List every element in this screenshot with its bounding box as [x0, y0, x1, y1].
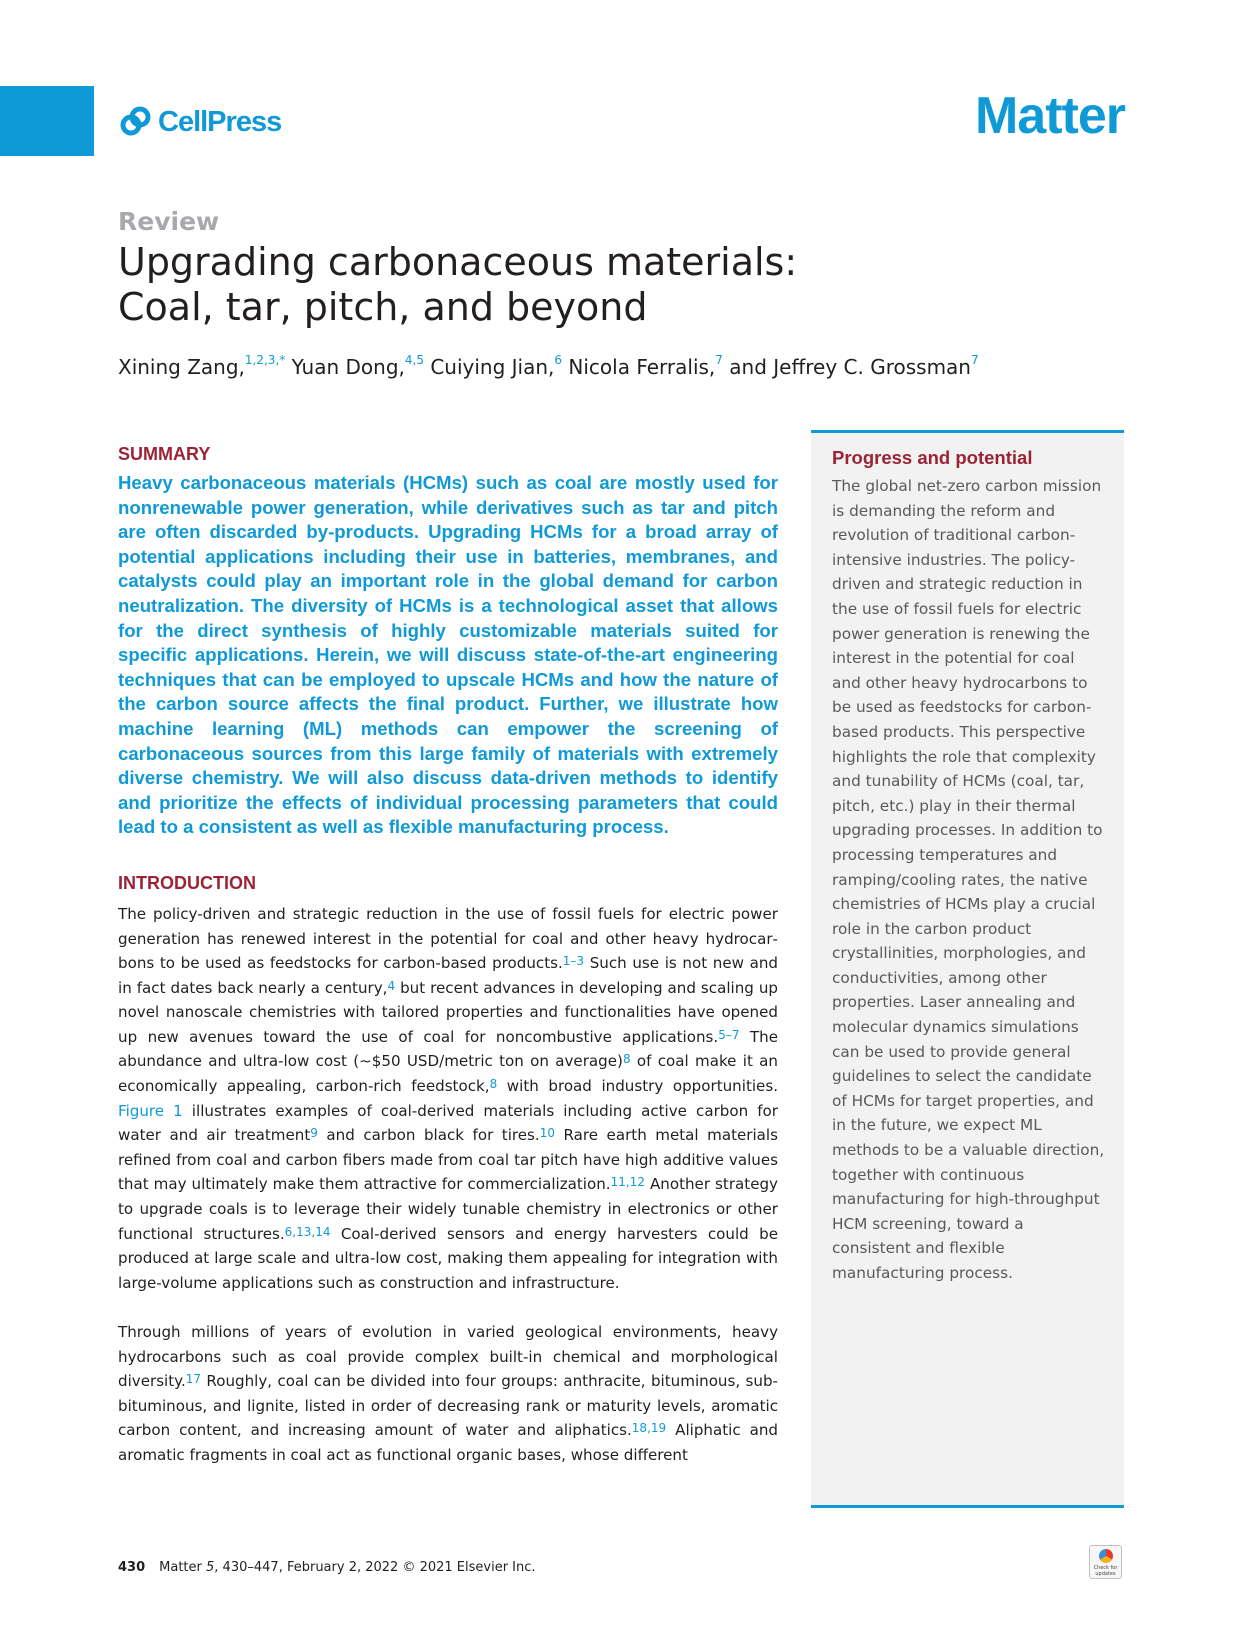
- citation-ref[interactable]: 8: [489, 1077, 498, 1092]
- body-text: Aliphatic and aromatic fragments in coal act as functional organic bases, whose different: [118, 1421, 778, 1464]
- check-updates-label: Check for updates: [1093, 1565, 1118, 1577]
- affiliation-ref[interactable]: 4,5: [404, 353, 424, 367]
- main-column: [118, 444, 778, 1468]
- citation-ref[interactable]: 6,13,14: [284, 1224, 331, 1239]
- journal-name: Matter: [974, 87, 1125, 145]
- citation-ref[interactable]: 4: [387, 978, 396, 993]
- citation-ref[interactable]: 9: [310, 1126, 318, 1141]
- citation-ref[interactable]: 8: [622, 1052, 631, 1067]
- author-name[interactable]: Xining Zang,: [118, 355, 245, 379]
- body-text: Coal-derived sensors and energy harvesters could be produced at large scale and ultra-low cost, making them appealing for integration with large-volume applications such as construction and infrastructure.: [118, 1224, 779, 1292]
- affiliation-ref[interactable]: 1,2,3,*: [244, 353, 286, 367]
- article-title: [118, 240, 938, 330]
- footer-volume: 5: [206, 1560, 215, 1575]
- body-text: Another strategy to upgrade coals is to leverage their widely tunable chemistry in electronics or other functional structures.: [118, 1175, 778, 1243]
- sidebar-text: The global net-zero carbon mission is demanding the reform and revolution of traditional carbon-intensive industries. The policy-driven and strategic reduction in the use of fossil fuels for electric power generation is renewing the interest in the potential for coal and other heavy hydrocarbons to be used as feedstocks for carbon-based products. This perspective highlights the role that complexity and tunability of HCMs (coal, tar, pitch, etc.) play in their thermal upgrading processes. In addition to processing temperatures and ramping/cooling rates, the native chemistries of HCMs play a crucial role in the carbon product crystallinities, morphologies, and conductivities, among other properties. Laser annealing and molecular dynamics simulations can be used to provide general guidelines to select the candidate of HCMs for target properties, and in the future, we expect ML methods to be a valuable direction, together with continuous manufacturing for high-throughput HCM screening, toward a consistent and flexible manufacturing process.: [832, 477, 1105, 1282]
- author-name[interactable]: and Jeffrey C. Grossman: [729, 355, 971, 379]
- author-list: [118, 355, 979, 379]
- check-updates-icon: [1099, 1549, 1113, 1563]
- body-text: The abundance and ultra-low cost (∼$50 USD/metric ton on average): [118, 1027, 778, 1071]
- affiliation-ref[interactable]: 7: [715, 353, 723, 367]
- citation-ref[interactable]: 5–7: [718, 1027, 740, 1042]
- title-line-1: Upgrading carbonaceous materials:: [118, 240, 798, 284]
- article-type: Review: [118, 207, 220, 236]
- cellpress-logo-icon: [118, 105, 152, 139]
- progress-sidebar: [811, 430, 1124, 1508]
- publisher-name: CellPress: [158, 105, 282, 138]
- body-text: Rare earth metal materials refined from coal and carbon fibers made from coal tar pitch have high additive values that may ultimately make them attractive for commercialization.: [118, 1126, 778, 1194]
- body-text: but recent advances in developing and scaling up novel nanoscale chemistries with tailored properties and functionalities have opened up new avenues toward the use of coal for noncombustive applications.: [118, 978, 778, 1046]
- page-number: 430: [118, 1560, 146, 1575]
- body-text: with broad industry opportunities.: [497, 1077, 779, 1096]
- body-text: Roughly, coal can be divided into four groups: anthracite, bituminous, sub-bituminous, and lignite, listed in order of decreasing rank or maturity levels, aromatic carbon content, and increasing amount of water and aliphatics.: [118, 1372, 778, 1440]
- footer-journal: Matter: [159, 1560, 202, 1575]
- summary-text: Heavy carbonaceous materials (HCMs) such as coal are mostly used for nonrenewable power generation, while derivatives such as tar and pitch are often discarded by-products. Upgrading HCMs for a broad array of potential applications including their use in batteries, membranes, and catalysts could play an important role in the global demand for carbon neutralization. The diversity of HCMs is a technological asset that allows for the direct synthesis of highly customizable materials suited for specific applications. Herein, we will discuss state-of-the-art engineering techniques that can be employed to upscale HCMs and how the nature of the carbon source affects the final product. Further, we illustrate how machine learning (ML) methods can empower the screening of carbonaceous sources from this large family of materials with extremely diverse chemistry. We will also discuss data-driven methods to identify and prioritize the effects of individual processing parameters that could lead to a consistent as well as flexible manufacturing process.: [118, 472, 778, 838]
- body-text: Through millions of years of evolution in varied geological environments, heavy hydrocarbons such as coal provide complex built-in chemical and morphological diversity.: [118, 1323, 778, 1391]
- footer-citation: , 430–447, February 2, 2022 © 2021 Elsevier Inc.: [214, 1560, 536, 1575]
- citation-ref[interactable]: 11,12: [610, 1175, 645, 1190]
- body-text: The policy-driven and strategic reduction in the use of fossil fuels for electric power generation has renewed interest in the potential for coal and other heavy hydrocarbons to be used as feedstocks for carbon-based products.: [118, 904, 778, 973]
- summary-heading: SUMMARY: [118, 444, 211, 464]
- introduction-paragraph-1: [118, 902, 778, 1296]
- author-name[interactable]: Cuiying Jian,: [430, 355, 555, 379]
- body-text: Such use is not new and in fact dates back nearly a century,: [118, 954, 778, 997]
- affiliation-ref[interactable]: 6: [554, 353, 563, 367]
- figure-link[interactable]: Figure 1: [118, 1101, 183, 1120]
- citation-ref[interactable]: 10: [539, 1126, 555, 1141]
- body-text: illustrates examples of coal-derived materials including active carbon for water and air treatment: [118, 1101, 778, 1145]
- body-text: and carbon black for tires.: [317, 1126, 540, 1145]
- citation-ref[interactable]: 18,19: [631, 1421, 667, 1436]
- body-text: of coal make it an economically appealing, carbon-rich feedstock,: [118, 1052, 778, 1096]
- check-for-updates-badge[interactable]: [1089, 1545, 1122, 1579]
- page-footer: [118, 1560, 536, 1575]
- introduction-heading: INTRODUCTION: [118, 872, 256, 893]
- author-name[interactable]: Yuan Dong,: [291, 355, 405, 379]
- header-blue-block: [0, 86, 94, 156]
- citation-ref[interactable]: 1–3: [562, 954, 585, 969]
- author-name[interactable]: Nicola Ferralis,: [568, 355, 716, 379]
- cellpress-logo[interactable]: [118, 104, 281, 140]
- title-line-2: Coal, tar, pitch, and beyond: [118, 285, 648, 329]
- introduction-paragraph-2: [118, 1320, 778, 1468]
- sidebar-heading: Progress and potential: [832, 447, 1033, 468]
- affiliation-ref[interactable]: 7: [970, 353, 979, 367]
- citation-ref[interactable]: 17: [185, 1372, 202, 1387]
